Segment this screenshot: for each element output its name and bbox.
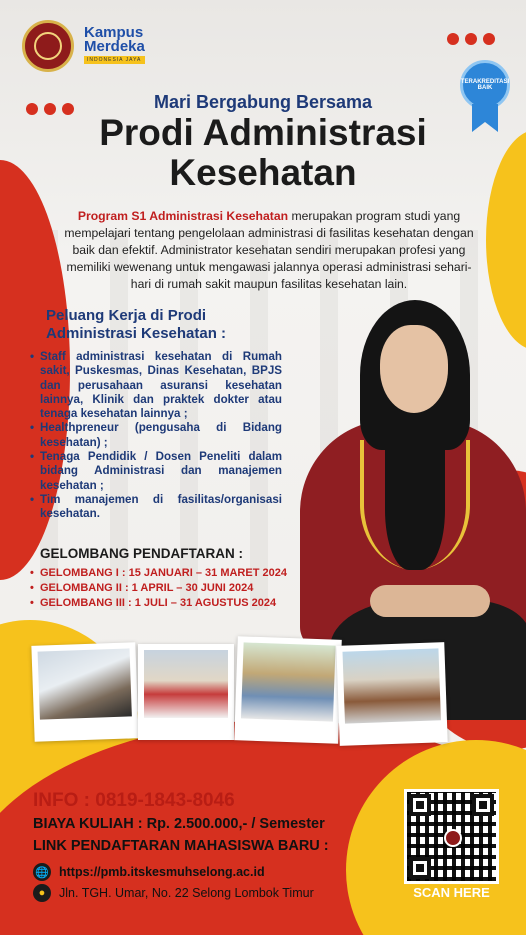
list-item: • GELOMBANG I : 15 JANUARI – 31 MARET 2024: [30, 566, 287, 581]
location-pin-icon: ●: [33, 884, 51, 902]
registration-link-title: LINK PENDAFTARAN MAHASISWA BARU :: [33, 838, 329, 854]
tuition-fee: BIAYA KULIAH : Rp. 2.500.000,- / Semester: [33, 816, 325, 832]
scan-here-label: SCAN HERE: [413, 885, 490, 900]
list-item: • Tenaga Pendidik / Dosen Peneliti dalam bidang Administrasi dan manajemen kesehatan ;: [30, 450, 282, 493]
registration-url[interactable]: https://pmb.itskesmuhselong.ac.id: [59, 865, 265, 879]
career-title: Peluang Kerja di Prodi Administrasi Kesehatan :: [46, 307, 227, 342]
intro-paragraph: Program S1 Administrasi Kesehatan merupakan program studi yang mempelajari tentang pengelolaan administrasi di fasilitas kesehatan dengan baik dan efektif. Administrator kesehatan sendiri merupakan profesi yang memiliki wewenang untuk mengawasi jalannya operasi administrasi sehari-hari di rumah sakit maupun fasilitas kesehatan lain.: [64, 209, 474, 291]
registration-waves: [30, 566, 287, 611]
info-phone[interactable]: INFO : 0819-1843-8046: [33, 790, 235, 811]
campus-photo: [31, 642, 138, 742]
kampus-merdeka-logo: Kampus Merdeka INDONESIA JAYA: [84, 24, 145, 63]
list-item: • Staff administrasi kesehatan di Rumah sakit, Puskesmas, Dinas Kesehatan, BPJS dan perusahaan asuransi kesehatan lainnya, Klinik dan praktek dokter atau tenaga kesehatan lainnya ;: [30, 350, 282, 421]
campus-photo: [234, 636, 342, 744]
career-list: [30, 350, 282, 522]
institution-seal-logo: [22, 20, 74, 72]
address: Jln. TGH. Umar, No. 22 Selong Lombok Timur: [59, 886, 314, 900]
subtitle: Mari Bergabung Bersama: [153, 92, 373, 112]
list-item: • GELOMBANG II : 1 APRIL – 30 JUNI 2024: [30, 581, 287, 596]
registration-url-row[interactable]: [33, 863, 265, 881]
list-item: • Healthpreneur (pengusaha di Bidang kesehatan) ;: [30, 421, 282, 450]
campus-photo: [138, 644, 234, 740]
qr-code[interactable]: [404, 789, 499, 884]
address-row: [33, 884, 314, 902]
accreditation-badge-icon: TERAKREDITASI BAIK: [460, 60, 510, 135]
list-item: • Tim manajemen di fasilitas/organisasi kesehatan.: [30, 493, 282, 522]
list-item: • GELOMBANG III : 1 JULI – 31 AGUSTUS 2024: [30, 596, 287, 611]
campus-photo: [336, 642, 447, 746]
globe-icon: 🌐: [33, 863, 51, 881]
registration-title: GELOMBANG PENDAFTARAN :: [40, 546, 243, 561]
page-title: Prodi Administrasi Kesehatan: [99, 112, 427, 193]
dots-top-right: [447, 33, 495, 45]
